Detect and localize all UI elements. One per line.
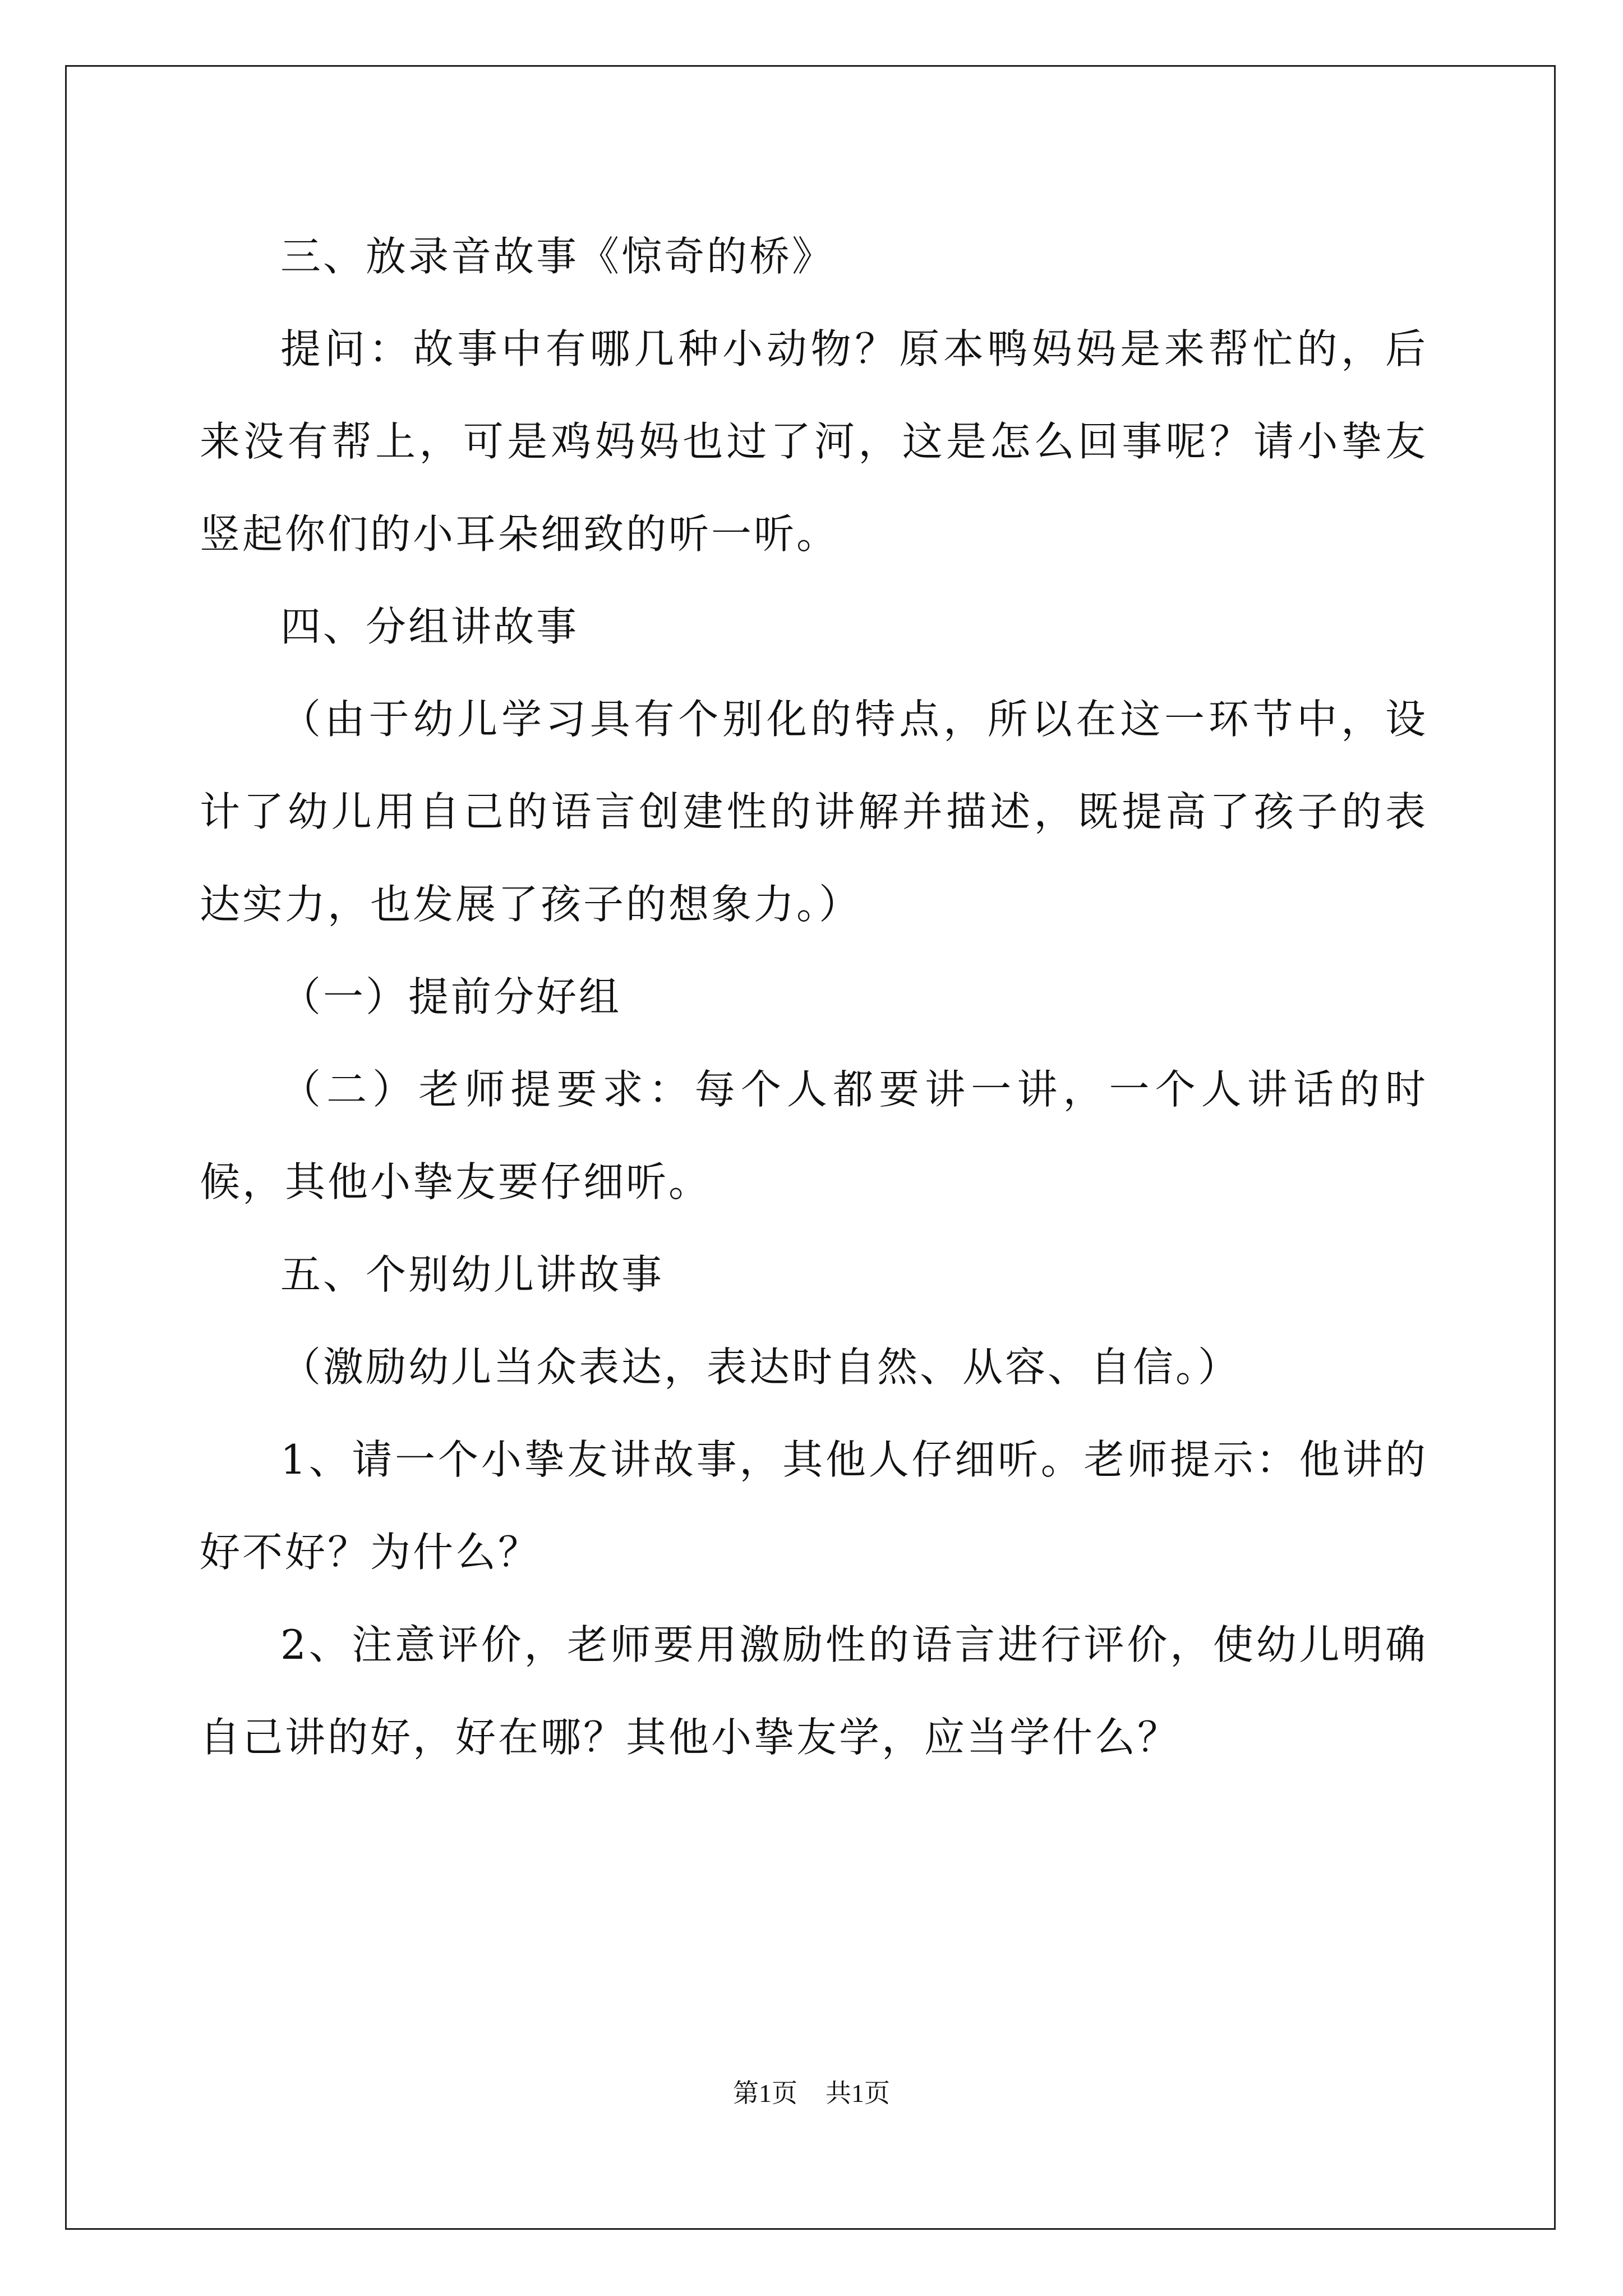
step-2-paragraph: （二）老师提要求：每个人都要讲一讲，一个人讲话的时候，其他小挚友要仔细听。 xyxy=(200,1066,1428,1205)
section-heading-4: 四、分组讲故事 xyxy=(280,603,579,650)
document-body xyxy=(200,210,1428,1784)
page-footer xyxy=(0,2077,1623,2110)
encouragement-note-paragraph: （激励幼儿当众表达，表达时自然、从容、自信。） xyxy=(280,1343,1241,1391)
page-number: 第1页 xyxy=(733,2079,797,2108)
step-1-paragraph: （一）提前分好组 xyxy=(280,973,622,1020)
question-paragraph: 提问：故事中有哪几种小动物？原本鸭妈妈是来帮忙的，后来没有帮上，可是鸡妈妈也过了河，这是怎么回事呢？请小挚友竖起你们的小耳朵细致的听一听。 xyxy=(200,325,1428,558)
item-1-paragraph: 1、请一个小挚友讲故事，其他人仔细听。老师提示：他讲的好不好？为什么？ xyxy=(200,1436,1428,1576)
item-2-paragraph: 2、注意评价，老师要用激励性的语言进行评价，使幼儿明确自己讲的好，好在哪？其他小挚友学，应当学什么？ xyxy=(200,1621,1428,1761)
section-heading-5: 五、个别幼儿讲故事 xyxy=(280,1251,665,1298)
section-heading-3: 三、放录音故事《惊奇的桥》 xyxy=(280,233,835,280)
design-note-paragraph: （由于幼儿学习具有个别化的特点，所以在这一环节中，设计了幼儿用自己的语言创建性的讲解并描述，既提高了孩子的表达实力，也发展了孩子的想象力。） xyxy=(200,696,1428,928)
page-total: 共1页 xyxy=(826,2079,890,2108)
